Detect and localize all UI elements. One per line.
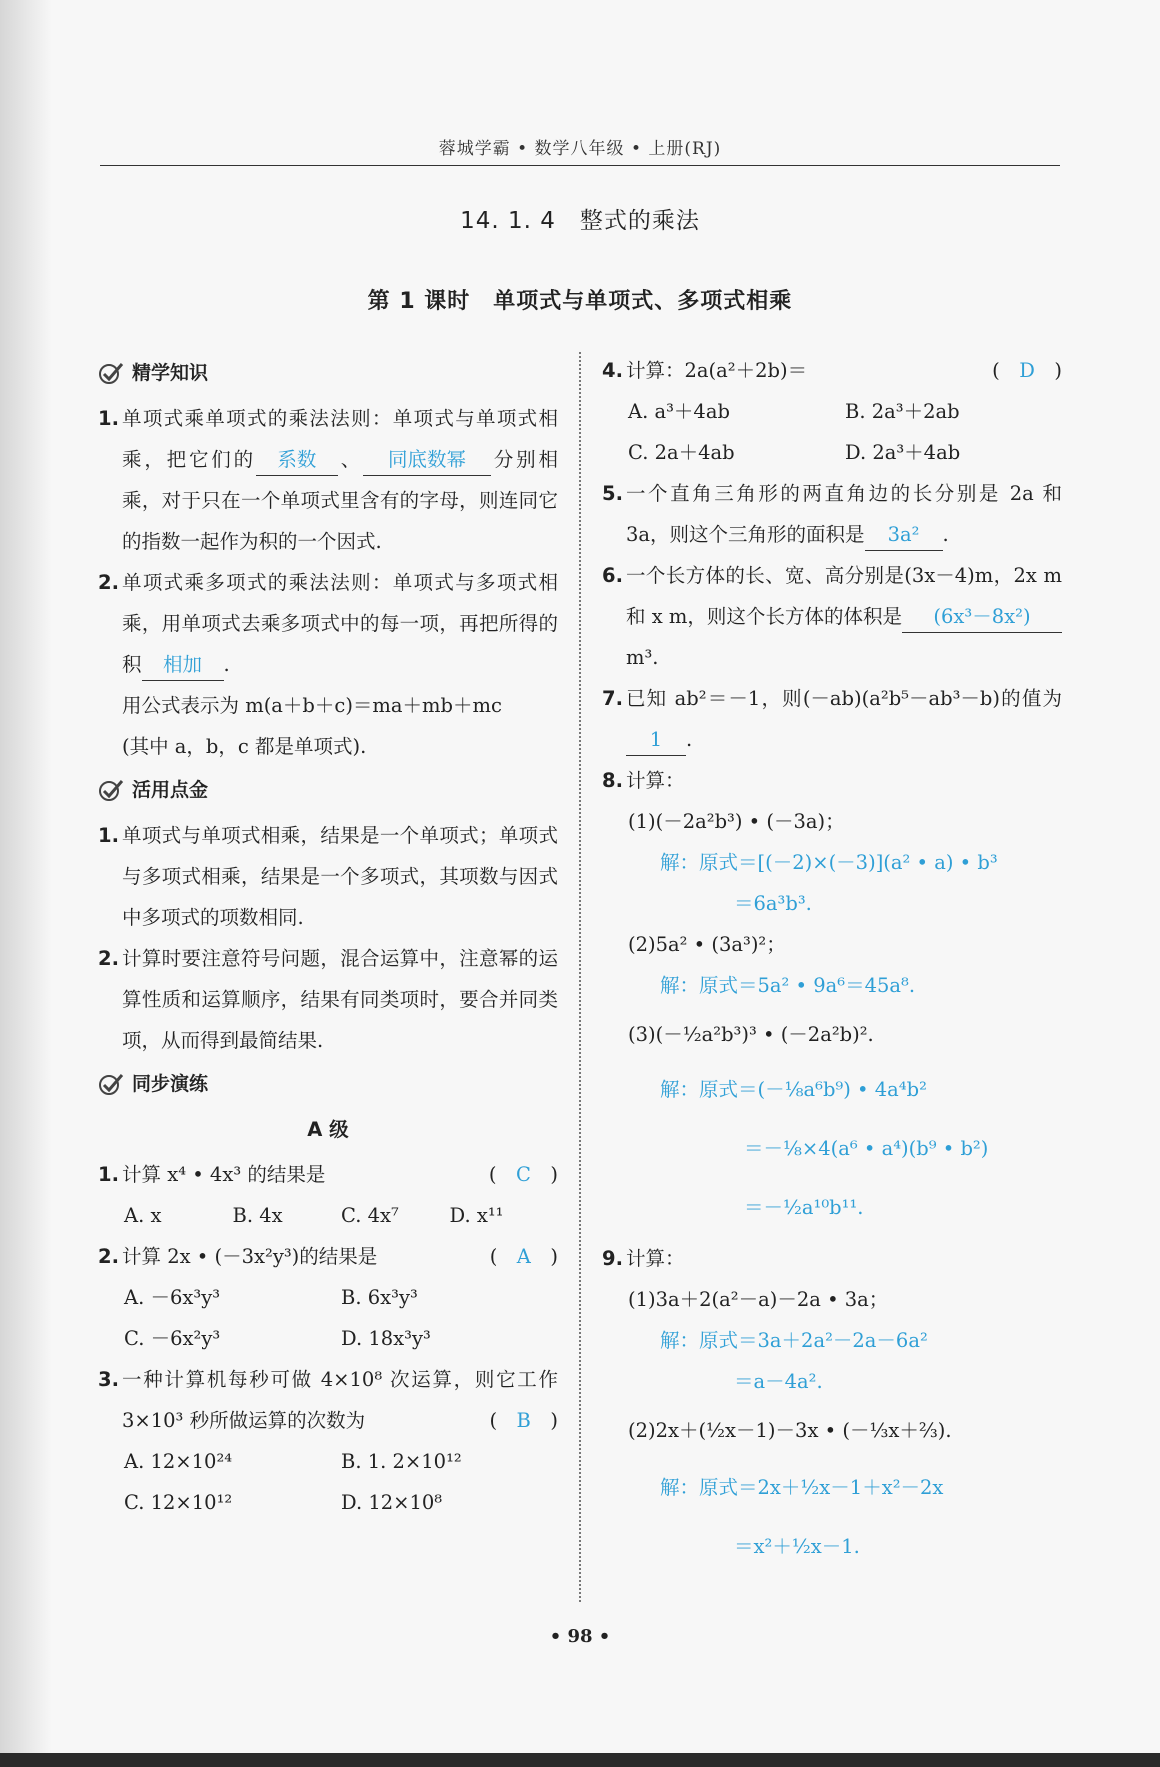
question-stem: 计算 x⁴ • 4x³ 的结果是: [122, 1163, 326, 1186]
question: [98, 1236, 558, 1277]
option: D. x¹¹: [449, 1204, 504, 1227]
right-column: [602, 350, 1062, 1567]
section-label: 精学知识: [132, 361, 209, 384]
question-stem: 已知 ab²＝－1，则(－ab)(a²b⁵－ab³－b)的值为: [626, 687, 1062, 710]
answer-blank: (6x³－8x²): [902, 602, 1062, 633]
section-heading: [98, 769, 558, 811]
question-end: m³.: [626, 646, 659, 669]
option: A. －6x³y³: [124, 1286, 221, 1309]
question-stem: 计算 2x • (－3x²y³)的结果是: [122, 1245, 378, 1268]
options: [98, 1441, 558, 1523]
question-stem: 计算：: [626, 1247, 685, 1270]
option: B. 4x: [232, 1204, 283, 1227]
question: [602, 1238, 1062, 1279]
answer-paren: ( D ): [992, 359, 1062, 382]
question-stem: 一个直角三角形的两直角边的长分别是 2a 和 3a，则这个三角形的面积是: [626, 482, 1062, 546]
formula: 用公式表示为 m(a＋b＋c)＝ma＋mb＋mc: [122, 694, 502, 717]
item-text: 计算时要注意符号问题，混合运算中，注意幂的运算性质和运算顺序，结果有同类项时，要合并同类项，从而得到最简结果.: [122, 947, 558, 1052]
option: B. 6x³y³: [341, 1286, 418, 1309]
section-heading: [98, 352, 558, 394]
question: [98, 1359, 558, 1441]
option: D. 12×10⁸: [341, 1491, 443, 1514]
question-stem: 一个长方体的长、宽、高分别是(3x－4)m，2x m 和 x m，则这个长方体的体积是: [626, 564, 1062, 628]
question-stem: 计算：: [626, 769, 685, 792]
solution-line: ＝6a³b³.: [734, 892, 812, 915]
separator: 、: [337, 448, 364, 471]
item-number: 1.: [98, 824, 119, 847]
solution-line: ＝－½a¹⁰b¹¹.: [744, 1196, 864, 1219]
column-divider: [579, 352, 581, 1602]
question: [602, 473, 1062, 555]
answer-paren: ( C ): [488, 1163, 558, 1186]
option: A. 12×10²⁴: [124, 1450, 233, 1473]
left-column: [98, 350, 558, 1523]
options: [98, 1195, 558, 1236]
option: B. 1. 2×10¹²: [341, 1450, 462, 1473]
answer: A: [516, 1245, 531, 1268]
question: [602, 760, 1062, 801]
sub-question: (1)3a＋2(a²－a)－2a • 3a；: [628, 1288, 889, 1311]
solution-line: 解：原式＝3a＋2a²－2a－6a²: [660, 1329, 928, 1352]
solution-line: 解：原式＝[(－2)×(－3)](a² • a) • b³: [660, 851, 998, 874]
tip-item: [98, 938, 558, 1061]
solution-line: 解：原式＝2x＋½x－1＋x²－2x: [660, 1476, 944, 1499]
bottom-edge: [0, 1753, 1160, 1767]
answer: B: [516, 1409, 531, 1432]
tip-item: [98, 815, 558, 938]
solution-line: 解：原式＝5a² • 9a⁶＝45a⁸.: [660, 974, 916, 997]
item-text: 分别相乘，对于只在一个单项式里含有的字母，则连同它的指数一起作为积的一个因式.: [122, 448, 558, 553]
formula-note: (其中 a，b，c 都是单项式).: [122, 735, 367, 758]
question: [98, 1154, 558, 1195]
section-heading: [98, 1063, 558, 1105]
option: C. 4x⁷: [341, 1204, 399, 1227]
sub-question: (2)5a² • (3a³)²；: [628, 933, 786, 956]
sub-question: (3)(－½a²b³)³ • (－2a²b)².: [628, 1023, 874, 1046]
answer: C: [515, 1163, 531, 1186]
section-label: 活用点金: [132, 778, 209, 801]
answer-blank: 相加: [142, 650, 224, 681]
answer-blank: 1: [626, 725, 686, 756]
question-number: 6.: [602, 564, 623, 587]
page-number: • 98 •: [549, 1626, 611, 1647]
question-stem: 一种计算机每秒可做 4×10⁸ 次运算，则它工作 3×10³ 秒所做运算的次数为: [122, 1368, 558, 1432]
item-text: .: [223, 653, 230, 676]
answer: D: [1019, 359, 1035, 382]
knowledge-item: [98, 398, 558, 562]
option: A. x: [124, 1204, 162, 1227]
options: [98, 1277, 558, 1359]
sub-question: (2)2x＋(½x－1)－3x • (－⅓x＋⅔).: [628, 1419, 952, 1442]
section-label: 同步演练: [132, 1072, 209, 1095]
lesson-title: 第 1 课时 单项式与单项式、多项式相乘: [367, 289, 793, 314]
item-number: 1.: [98, 407, 119, 430]
solution-line: ＝x²＋½x－1.: [734, 1535, 860, 1558]
check-badge-icon: [98, 361, 124, 385]
question-number: 3.: [98, 1368, 119, 1391]
options: [602, 391, 1062, 473]
answer-blank: 3a²: [865, 520, 943, 551]
option: C. 12×10¹²: [124, 1491, 233, 1514]
sub-question: (1)(－2a²b³) • (－3a)；: [628, 810, 845, 833]
solution-line: ＝a－4a².: [734, 1370, 823, 1393]
question-number: 8.: [602, 769, 623, 792]
question: [602, 678, 1062, 760]
page-shadow: [0, 0, 52, 1767]
question: [602, 350, 1062, 391]
answer-paren: ( B ): [489, 1409, 558, 1432]
question-number: 9.: [602, 1247, 623, 1270]
question: [602, 555, 1062, 678]
question-stem: 计算：2a(a²＋2b)＝: [626, 359, 808, 382]
section-title: 14. 1. 4 整式的乘法: [460, 208, 700, 234]
item-body: [122, 562, 558, 767]
item-text: 单项式乘单项式的乘法法则：单项式与单项式相乘，把它们的: [122, 407, 558, 471]
item-number: 2.: [98, 947, 119, 970]
knowledge-item: [98, 562, 558, 767]
item-text: 单项式乘多项式的乘法法则：单项式与多项式相乘，用单项式去乘多项式中的每一项，再把所得的积: [122, 571, 558, 676]
answer-blank: 同底数幂: [363, 445, 491, 476]
question-end: .: [686, 728, 693, 751]
item-number: 2.: [98, 571, 119, 594]
option: D. 2a³＋4ab: [845, 441, 961, 464]
check-badge-icon: [98, 1072, 124, 1096]
question-number: 1.: [98, 1163, 119, 1186]
answer-paren: ( A ): [489, 1245, 558, 1268]
option: C. －6x²y³: [124, 1327, 221, 1350]
item-body: [122, 398, 558, 562]
option: B. 2a³＋2ab: [845, 400, 960, 423]
question-end: .: [942, 523, 949, 546]
header-rule: [100, 165, 1060, 166]
check-badge-icon: [98, 778, 124, 802]
solution-line: ＝－⅛×4(a⁶ • a⁴)(b⁹ • b²): [744, 1137, 989, 1160]
answer-blank: 系数: [256, 445, 338, 476]
item-text: 单项式与单项式相乘，结果是一个单项式；单项式与多项式相乘，结果是一个多项式，其项数与因式中多项式的项数相同.: [122, 824, 558, 929]
question-number: 5.: [602, 482, 623, 505]
question-number: 4.: [602, 359, 623, 382]
question-number: 2.: [98, 1245, 119, 1268]
question-number: 7.: [602, 687, 623, 710]
running-header: 蓉城学霸 • 数学八年级 • 上册(RJ): [438, 139, 722, 159]
option: A. a³＋4ab: [628, 400, 730, 423]
level-label: A 级: [307, 1118, 349, 1141]
solution-line: 解：原式＝(－⅛a⁶b⁹) • 4a⁴b²: [660, 1078, 927, 1101]
option: D. 18x³y³: [341, 1327, 431, 1350]
option: C. 2a＋4ab: [628, 441, 735, 464]
